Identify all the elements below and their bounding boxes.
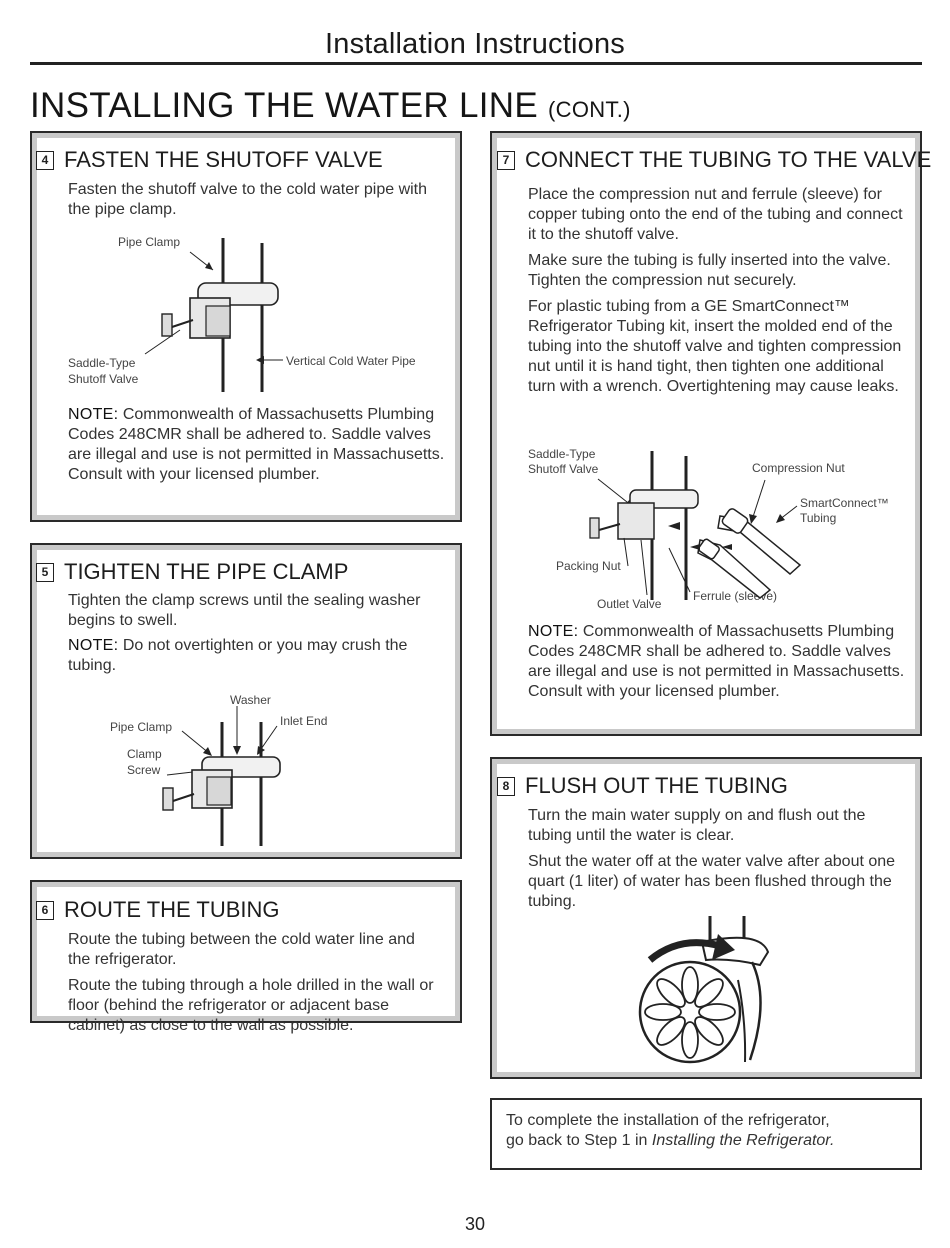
step-7-paragraph-1: Place the compression nut and ferrule (sleeve) for copper tubing onto the end of the tubing and connect it to the shutoff valve.	[528, 186, 903, 243]
closing-link-installing-refrigerator: Installing the Refrigerator.	[651, 1132, 835, 1149]
step-7-number: 7	[497, 151, 515, 170]
step-7-label-outlet-valve: Outlet Valve	[597, 597, 662, 611]
step-8-paragraph-2: Shut the water off at the water valve after about one quart (1 liter) of water has been flushed through the tubing.	[528, 853, 896, 910]
step-6-paragraph-2: Route the tubing through a hole drilled in the wall or floor (behind the refrigerator or adjacent base cabinet) as close to the wall as possible.	[68, 977, 434, 1034]
page-header-title: Installation Instructions	[325, 28, 625, 60]
step-7-note-text: Commonwealth of Massachusetts Plumbing Codes 248CMR shall be adhered to. Saddle valves are illegal and use is not permitted in Massachusetts. Consult with your licensed plumber.	[528, 623, 905, 700]
step-6-title-text: ROUTE THE TUBING	[64, 897, 280, 922]
step-4-label-vertical-pipe: Vertical Cold Water Pipe	[286, 354, 416, 368]
step-5-label-screw: Screw	[127, 763, 161, 777]
step-7-label-packing-nut: Packing Nut	[556, 559, 621, 573]
step-4-label-pipe-clamp: Pipe Clamp	[118, 235, 181, 249]
step-6-paragraph-1: Route the tubing between the cold water line and the refrigerator.	[68, 931, 415, 968]
step-6-number: 6	[36, 901, 54, 920]
step-7-note-label: NOTE:	[528, 623, 579, 640]
step-8-number: 8	[497, 777, 515, 796]
step-5-number: 5	[36, 563, 54, 582]
step-7-paragraph-2: Make sure the tubing is fully inserted into the valve. Tighten the compression nut securely.	[528, 252, 891, 289]
closing-text	[506, 1111, 916, 1151]
step-4-title-text: FASTEN THE SHUTOFF VALVE	[64, 147, 383, 172]
step-5-text: Tighten the clamp screws until the sealing washer begins to swell.	[68, 592, 421, 629]
step-7-label-smartconnect-2: Tubing	[800, 511, 837, 525]
step-7-label-smartconnect-1: SmartConnect™	[800, 496, 889, 510]
step-7-label-compression-nut: Compression Nut	[752, 461, 845, 475]
step-7-label-saddle-2: Shutoff Valve	[528, 462, 599, 476]
step-4-note-label: NOTE:	[68, 406, 119, 423]
step-4-note-text: Commonwealth of Massachusetts Plumbing Codes 248CMR shall be adhered to. Saddle valves are illegal and use is not permitted in Massachusetts. Consult with your licensed plumber.	[68, 406, 445, 483]
step-7-paragraph-3: For plastic tubing from a GE SmartConnect™ Refrigerator Tubing kit, insert the molded end of the tubing into the shutoff valve and tighten compression nut until it is hand tight, then tighten one additional turn with a wrench. Overtightening may cause leaks.	[528, 298, 902, 395]
step-5-title-text: TIGHTEN THE PIPE CLAMP	[64, 559, 349, 584]
step-4-label-saddle-1: Saddle-Type	[68, 356, 136, 370]
step-5-label-inlet-end: Inlet End	[280, 714, 328, 728]
step-7-title-text: CONNECT THE TUBING TO THE VALVE	[525, 147, 932, 172]
step-5-label-clamp: Clamp	[127, 747, 162, 761]
step-5-label-washer: Washer	[230, 693, 271, 707]
section-title-cont: (CONT.)	[548, 97, 631, 122]
step-8-paragraph-1: Turn the main water supply on and flush out the tubing until the water is clear.	[528, 807, 866, 844]
step-4-label-saddle-2: Shutoff Valve	[68, 372, 139, 386]
step-4-number: 4	[36, 151, 54, 170]
step-7-label-saddle-1: Saddle-Type	[528, 447, 596, 461]
page-number: 30	[464, 1214, 486, 1234]
closing-line-1: To complete the installation of the refrigerator,	[506, 1112, 830, 1129]
step-8-title-text: FLUSH OUT THE TUBING	[525, 773, 788, 798]
step-4-text: Fasten the shutoff valve to the cold water pipe with the pipe clamp.	[68, 181, 428, 218]
step-5-note-label: NOTE:	[68, 637, 119, 654]
closing-line-2-prefix: go back to Step 1 in	[506, 1132, 652, 1149]
step-5-note-text: Do not overtighten or you may crush the tubing.	[68, 637, 408, 674]
closing-line-2	[506, 1131, 916, 1151]
step-5-label-pipe-clamp: Pipe Clamp	[110, 720, 173, 734]
section-title-text: INSTALLING THE WATER LINE	[30, 86, 538, 125]
step-7-label-ferrule: Ferrule (sleeve)	[693, 589, 778, 603]
